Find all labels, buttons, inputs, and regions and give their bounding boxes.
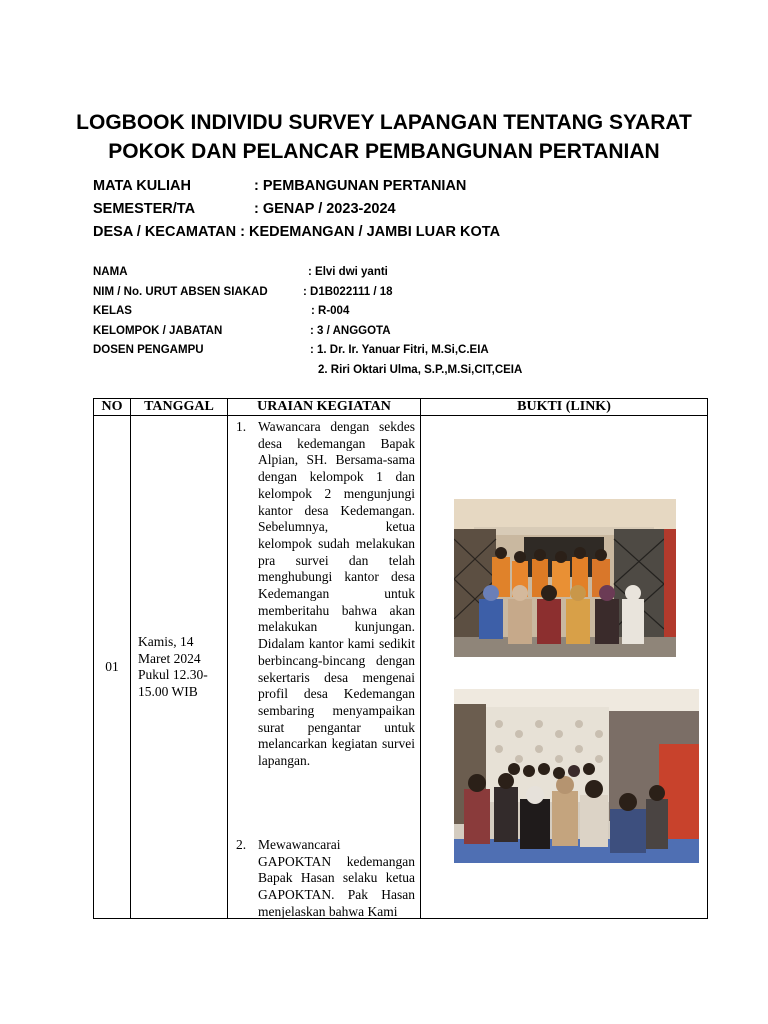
course-info xyxy=(93,175,500,244)
kelompok-value: : 3 / ANGGOTA xyxy=(310,324,391,337)
kelas-value: : R-004 xyxy=(311,305,350,317)
semester-value: : GENAP / 2023-2024 xyxy=(254,201,396,217)
village-office-photo-image xyxy=(454,499,676,657)
activity-item-1 xyxy=(236,419,415,770)
nim-value: : D1B022111 / 18 xyxy=(303,285,393,298)
header-uraian: URAIAN KEGIATAN xyxy=(228,399,421,416)
nama-label: NAMA xyxy=(93,266,128,278)
row-no: 01 xyxy=(94,416,131,919)
kelompok-label: KELOMPOK / JABATAN xyxy=(93,324,223,337)
dosen-value-2: 2. Riri Oktari Ulma, S.P.,M.Si,CIT,CEIA xyxy=(318,363,523,376)
header-bukti: BUKTI (LINK) xyxy=(421,399,708,416)
semester-label: SEMESTER/TA xyxy=(93,201,196,217)
mata-kuliah-value: : PEMBANGUNAN PERTANIAN xyxy=(254,178,467,194)
course-row xyxy=(93,175,500,198)
dosen-label: DOSEN PENGAMPU xyxy=(93,344,204,356)
row-tanggal xyxy=(131,416,228,919)
mata-kuliah-label: MATA KULIAH xyxy=(93,178,191,194)
dosen-value-1: : 1. Dr. Ir. Yanuar Fitri, M.Si,C.EIA xyxy=(310,344,489,356)
kelas-label: KELAS xyxy=(93,305,132,317)
row-uraian xyxy=(228,416,421,919)
activity-number: 1. xyxy=(236,419,247,434)
header-no: NO xyxy=(94,399,131,416)
tanggal-line: Kamis, 14 xyxy=(138,634,194,649)
desa-row xyxy=(93,221,500,244)
dosen-row xyxy=(93,341,613,361)
nim-row xyxy=(93,283,613,303)
title-line-2: POKOK DAN PELANCAR PEMBANGUNAN PERTANIAN xyxy=(108,140,660,163)
semester-row xyxy=(93,198,500,221)
dosen-row-2 xyxy=(93,361,613,381)
evidence-photo-gapoktan-interview xyxy=(454,689,699,863)
student-identity xyxy=(93,263,613,380)
activity-text: Wawancara dengan sekdes desa kedemangan Bapak Alpian, SH. Bersama-sama dengan kelompok 1 dan kelompok 2 mengunjungi kantor desa Kedemangan. Sebelumnya, ketua kelompok sudah melakukan pra survei dan telah menghubungi kantor desa Kedemangan untuk memberitahu bahwa akan melakukan kunjungan. Didalam kantor kami sedikit berbincang-bincang dengan sekertaris desa mengenai profil desa Kedemangan sembaring menyampaikan surat pengantar untuk melancarkan kegiatan survei lapangan. xyxy=(258,419,415,769)
evidence-photo-village-office xyxy=(454,499,676,657)
table-header-row xyxy=(94,399,708,416)
activity-item-2 xyxy=(236,837,415,921)
kelompok-row xyxy=(93,322,613,342)
desa-line: DESA / KECAMATAN : KEDEMANGAN / JAMBI LUAR KOTA xyxy=(93,224,501,240)
title-line-1: LOGBOOK INDIVIDU SURVEY LAPANGAN TENTANG SYARAT xyxy=(76,111,692,134)
nama-row xyxy=(93,263,613,283)
kelas-row xyxy=(93,302,613,322)
document-title xyxy=(60,108,708,166)
activity-number: 2. xyxy=(236,837,247,852)
tanggal-line: 15.00 WIB xyxy=(138,683,198,699)
header-tanggal: TANGGAL xyxy=(131,399,228,416)
nama-value: : Elvi dwi yanti xyxy=(308,266,388,278)
nim-label: NIM / No. URUT ABSEN SIAKAD xyxy=(93,285,268,298)
tanggal-line: Maret 2024 xyxy=(138,650,201,666)
tanggal-line: Pukul 12.30- xyxy=(138,667,208,682)
activity-text: Mewawancarai GAPOKTAN kedemangan Bapak Hasan selaku ketua GAPOKTAN. Pak Hasan menjelaskan bahwa Kami xyxy=(258,837,415,919)
gapoktan-photo-image xyxy=(454,689,699,863)
